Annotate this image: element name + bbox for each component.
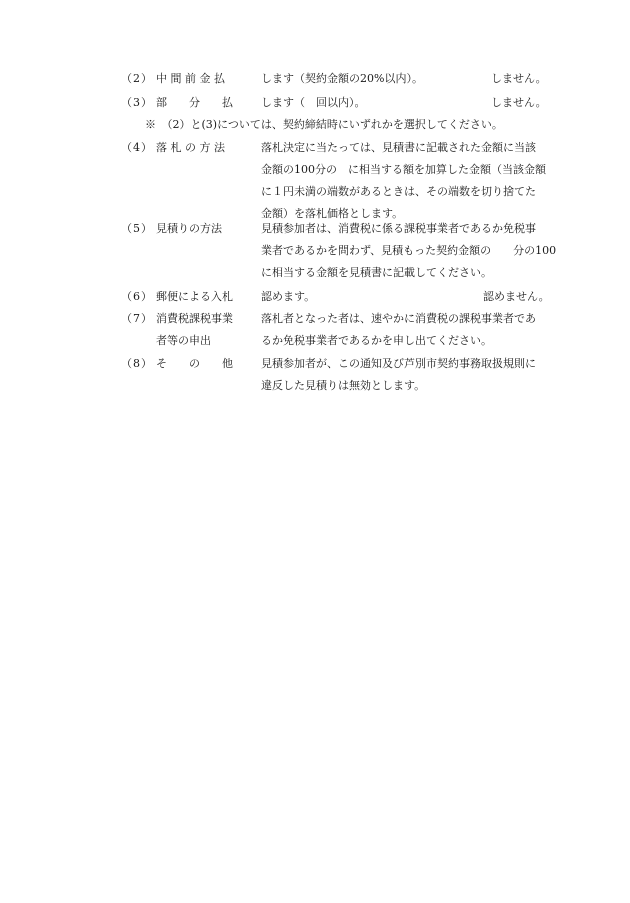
clause-line: 見積参加者が、この通知及び芦別市契約事務取扱規則に: [261, 357, 536, 370]
selection-note: ※ （2）と(3)については、契約締結時にいずれかを選択してください。: [145, 118, 503, 131]
clause-line: 見積参加者は、消費税に係る課税事業者であるか免税事: [261, 222, 536, 235]
clause-alternative: 認めません。: [483, 290, 550, 303]
clause-label: 部 分 払: [156, 96, 233, 109]
clause-line: 金額の100分の に相当する額を加算した金額（当該金額: [261, 163, 546, 176]
clause-line: るか免税事業者であるかを申し出てください。: [261, 334, 492, 347]
clause-number: （3）: [121, 96, 153, 109]
clause-number: （8）: [121, 357, 153, 370]
clause-alternative: しません。: [491, 96, 547, 109]
clause-label: そ の 他: [156, 357, 233, 370]
clause-text: します（契約金額の20%以内）。: [261, 72, 423, 85]
clause-line: 業者であるかを問わず、見積もった契約金額の 分の100: [261, 244, 557, 257]
clause-line: 違反した見積りは無効とします。: [261, 379, 426, 392]
clause-line: 落札者となった者は、速やかに消費税の課税事業者であ: [261, 312, 536, 325]
clause-label: 中 間 前 金 払: [156, 72, 225, 85]
clause-label: 者等の申出: [156, 334, 211, 347]
clause-number: （5）: [121, 222, 153, 235]
clause-text: します（ 回以内）。: [261, 96, 366, 109]
clause-label: 郵便による入札: [156, 290, 233, 303]
clause-label: 見積りの方法: [156, 222, 222, 235]
clause-number: （7）: [121, 312, 153, 325]
clause-number: （6）: [121, 290, 153, 303]
clause-line: に１円未満の端数があるときは、その端数を切り捨てた: [261, 185, 536, 198]
clause-line: 金額）を落札価格とします。: [261, 207, 404, 220]
clause-text: 認めます。: [261, 290, 316, 303]
clause-line: に相当する金額を見積書に記載してください。: [261, 266, 492, 279]
clause-number: （4）: [121, 141, 153, 154]
clause-number: （2）: [121, 72, 153, 85]
clause-label: 落 札 の 方 法: [156, 141, 225, 154]
clause-label: 消費税課税事業: [156, 312, 233, 325]
clause-line: 落札決定に当たっては、見積書に記載された金額に当該: [261, 141, 536, 154]
clause-alternative: しません。: [491, 72, 547, 85]
